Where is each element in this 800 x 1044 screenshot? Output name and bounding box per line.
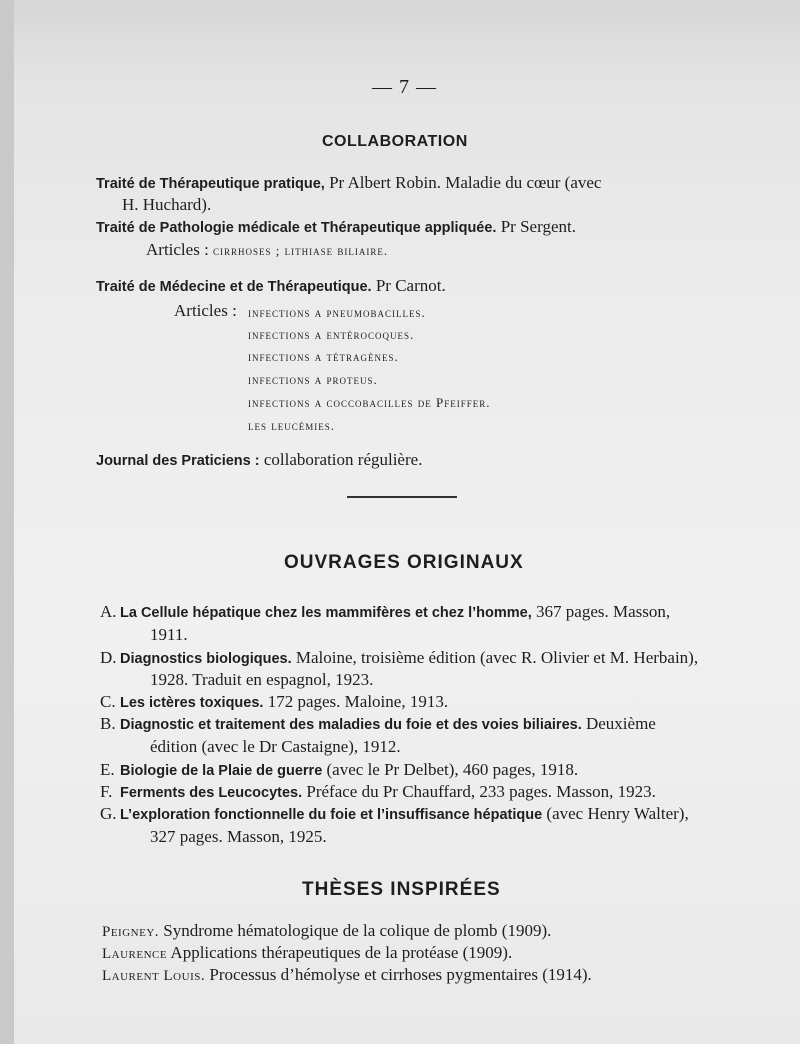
ouvrage-title: Diagnostics biologiques. — [120, 651, 292, 667]
ouvrage-item — [100, 782, 656, 802]
article-item: cirrhoses ; lithiase biliaire. — [213, 243, 389, 258]
ouvrage-cont: 327 pages. Masson, 1925. — [150, 827, 327, 846]
these-author: Peigney. — [102, 924, 160, 940]
ouvrage-title: Diagnostic et traitement des maladies du foie et des voies biliaires. — [120, 717, 582, 733]
ouvrage-detail: Maloine, troisième édition (avec R. Olivier et M. Herbain), — [291, 648, 699, 667]
ouvrage-item — [100, 714, 656, 734]
these-title: Syndrome hématologique de la colique de plomb (1909). — [159, 921, 552, 940]
these-item — [102, 921, 551, 941]
collab-entry-robin-cont: H. Huchard). — [122, 195, 212, 214]
collab-title: Traité de Pathologie médicale et Thérapeutique appliquée. — [96, 220, 497, 236]
ouvrage-cont: 1911. — [150, 625, 188, 644]
collab-entry-robin — [96, 173, 601, 193]
ouvrage-title: La Cellule hépatique chez les mammifères et chez l’homme, — [120, 605, 532, 621]
article-item: infections a coccobacilles de Pfeiffer. — [248, 395, 491, 410]
collab-title: Traité de Médecine et de Thérapeutique. — [96, 279, 372, 295]
collab-title: Traité de Thérapeutique pratique, — [96, 176, 325, 192]
page-number: — 7 — — [372, 76, 437, 98]
item-letter: D. — [100, 648, 117, 667]
these-author: Laurent Louis. — [102, 968, 206, 984]
ouvrage-item — [100, 760, 578, 780]
collaboration-heading: COLLABORATION — [322, 133, 468, 150]
article-item: les leucémies. — [248, 418, 335, 433]
these-item — [102, 943, 512, 963]
article-item: infections a proteus. — [248, 372, 378, 387]
collab-entry-sergent — [96, 217, 576, 237]
ouvrage-detail: (avec le Pr Delbet), 460 pages, 1918. — [322, 760, 579, 779]
ouvrage-detail: Préface du Pr Chauffard, 233 pages. Masson, 1923. — [302, 782, 656, 801]
collab-entry-carnot — [96, 276, 446, 296]
section-divider — [347, 496, 457, 498]
item-letter: A. — [100, 602, 117, 621]
these-author: Laurence — [102, 946, 168, 962]
ouvrage-title: Ferments des Leucocytes. — [120, 785, 303, 801]
ouvrage-cont: édition (avec le Dr Castaigne), 1912. — [150, 737, 401, 756]
ouvrage-item — [100, 648, 698, 668]
ouvrage-title: Les ictères toxiques. — [120, 695, 264, 711]
ouvrage-item — [100, 804, 689, 824]
ouvrage-item — [100, 692, 448, 712]
collab-detail: Pr Sergent. — [496, 217, 576, 236]
collab-detail: collaboration régulière. — [259, 450, 423, 469]
collab-articles-sergent — [146, 240, 388, 260]
ouvrage-title: Biologie de la Plaie de guerre — [120, 763, 323, 779]
item-letter: C. — [100, 692, 116, 711]
item-letter: F. — [100, 782, 113, 801]
item-letter: E. — [100, 760, 115, 779]
item-letter: B. — [100, 714, 116, 733]
ouvrage-title: L’exploration fonctionnelle du foie et l’insuffisance hépatique — [120, 807, 543, 823]
article-item: infections a tétragènes. — [248, 349, 399, 364]
ouvrage-detail: 367 pages. Masson, — [531, 602, 671, 621]
article-item: infections a pneumobacilles. — [248, 305, 426, 320]
collab-detail: Pr Carnot. — [371, 276, 446, 295]
item-letter: G. — [100, 804, 117, 823]
ouvrages-heading: OUVRAGES ORIGINAUX — [284, 552, 524, 573]
ouvrage-detail: Deuxième — [581, 714, 656, 733]
collab-title: Journal des Praticiens : — [96, 453, 260, 469]
ouvrage-detail: (avec Henry Walter), — [542, 804, 689, 823]
ouvrage-item — [100, 602, 670, 622]
ouvrage-detail: 172 pages. Maloine, 1913. — [263, 692, 449, 711]
ouvrage-cont: 1928. Traduit en espagnol, 1923. — [150, 670, 374, 689]
collab-detail: Pr Albert Robin. Maladie du cœur (avec — [324, 173, 602, 192]
article-item: infections a entérocoques. — [248, 327, 415, 342]
these-title: Applications thérapeutiques de la protéase (1909). — [167, 943, 513, 962]
theses-heading: THÈSES INSPIRÉES — [302, 879, 501, 900]
collab-entry-journal — [96, 450, 422, 470]
articles-label: Articles : — [174, 301, 237, 320]
articles-label: Articles : — [146, 240, 209, 259]
these-item — [102, 965, 592, 985]
these-title: Processus d’hémolyse et cirrhoses pygmentaires (1914). — [205, 965, 592, 984]
